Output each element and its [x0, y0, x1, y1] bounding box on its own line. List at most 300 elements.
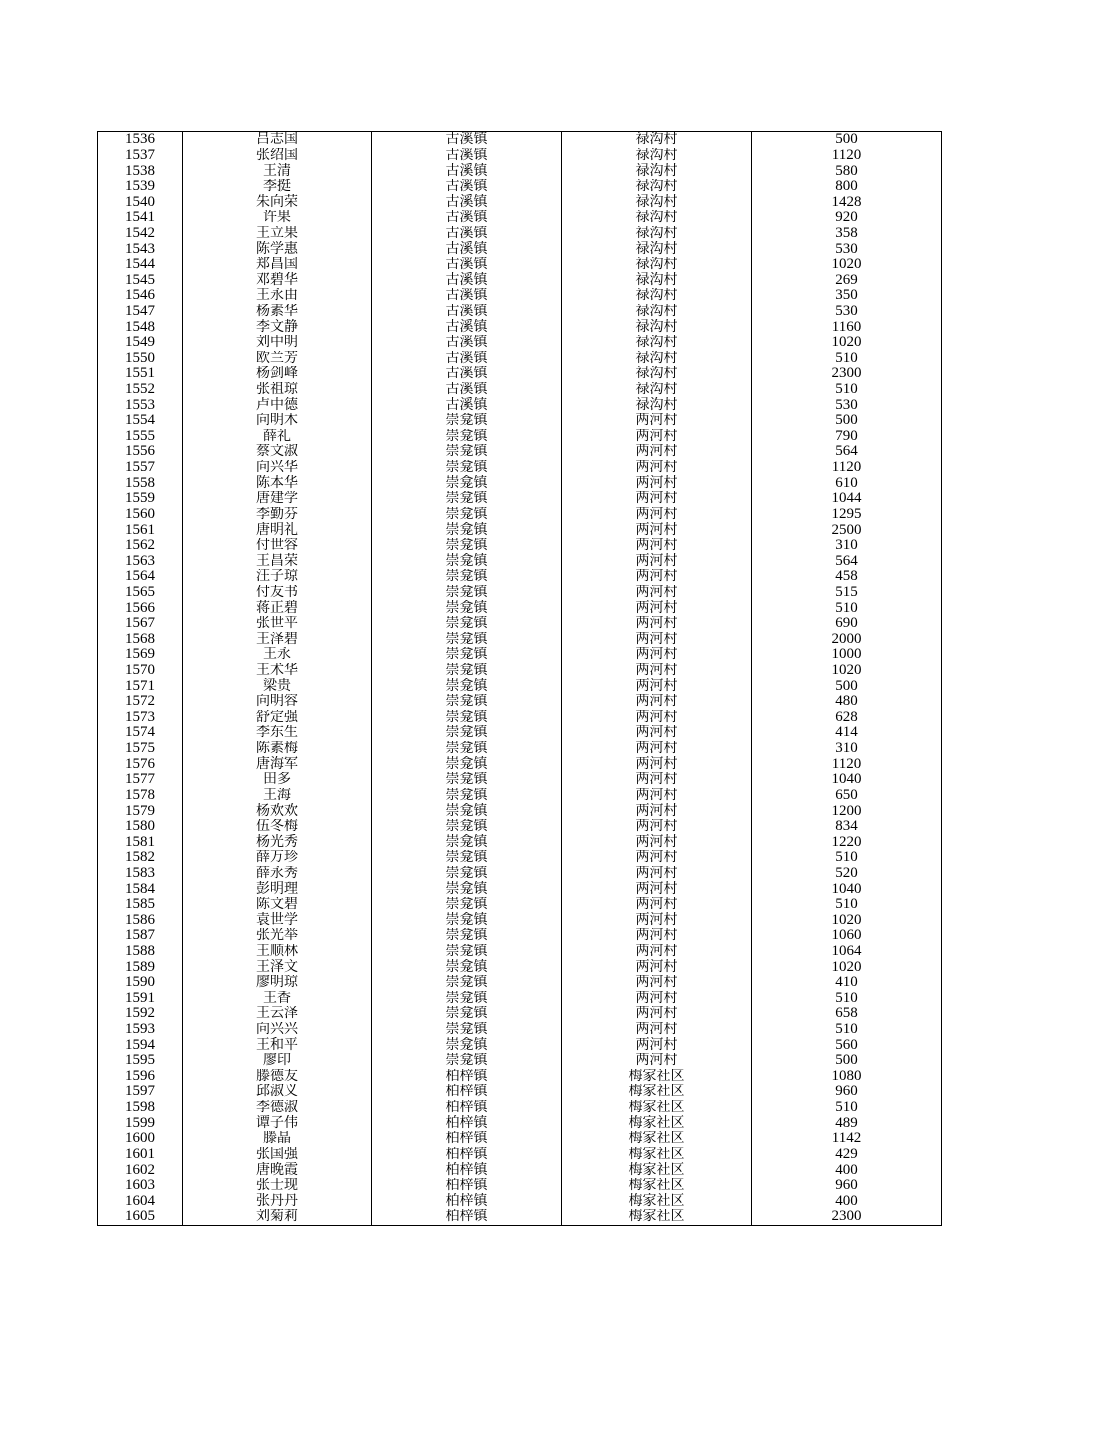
row-number-cell: 1565 — [98, 585, 183, 601]
amount-cell: 1142 — [752, 1131, 942, 1147]
table-row — [98, 491, 942, 507]
name-cell: 蔡文淑 — [183, 444, 372, 460]
amount-cell: 1040 — [752, 881, 942, 897]
table-row — [98, 507, 942, 523]
row-number-cell: 1545 — [98, 272, 183, 288]
row-number-cell: 1589 — [98, 959, 183, 975]
amount-cell: 1120 — [752, 460, 942, 476]
village-cell: 禄沟村 — [562, 132, 752, 148]
name-cell: 朱向荣 — [183, 194, 372, 210]
amount-cell: 510 — [752, 1100, 942, 1116]
amount-cell: 400 — [752, 1193, 942, 1209]
village-cell: 两河村 — [562, 694, 752, 710]
name-cell: 陈素梅 — [183, 741, 372, 757]
row-number-cell: 1584 — [98, 881, 183, 897]
village-cell: 两河村 — [562, 538, 752, 554]
name-cell: 刘中明 — [183, 335, 372, 351]
village-cell: 两河村 — [562, 569, 752, 585]
amount-cell: 515 — [752, 585, 942, 601]
town-cell: 古溪镇 — [372, 226, 562, 242]
row-number-cell: 1591 — [98, 991, 183, 1007]
name-cell: 邱淑义 — [183, 1084, 372, 1100]
table-row — [98, 1131, 942, 1147]
village-cell: 梅家社区 — [562, 1069, 752, 1085]
amount-cell: 1064 — [752, 944, 942, 960]
name-cell: 李勤芬 — [183, 507, 372, 523]
name-cell: 舒定强 — [183, 710, 372, 726]
table-row — [98, 1069, 942, 1085]
amount-cell: 429 — [752, 1147, 942, 1163]
town-cell: 崇龛镇 — [372, 553, 562, 569]
row-number-cell: 1598 — [98, 1100, 183, 1116]
village-cell: 两河村 — [562, 647, 752, 663]
town-cell: 崇龛镇 — [372, 1006, 562, 1022]
amount-cell: 1020 — [752, 257, 942, 273]
row-number-cell: 1546 — [98, 288, 183, 304]
name-cell: 薛永秀 — [183, 866, 372, 882]
amount-cell: 1060 — [752, 928, 942, 944]
amount-cell: 510 — [752, 600, 942, 616]
table-row — [98, 179, 942, 195]
town-cell: 崇龛镇 — [372, 741, 562, 757]
row-number-cell: 1567 — [98, 616, 183, 632]
table-row — [98, 991, 942, 1007]
amount-cell: 310 — [752, 538, 942, 554]
name-cell: 张国强 — [183, 1147, 372, 1163]
table-row — [98, 413, 942, 429]
village-cell: 禄沟村 — [562, 288, 752, 304]
town-cell: 崇龛镇 — [372, 772, 562, 788]
row-number-cell: 1574 — [98, 725, 183, 741]
table-row — [98, 803, 942, 819]
row-number-cell: 1552 — [98, 382, 183, 398]
amount-cell: 1020 — [752, 663, 942, 679]
amount-cell: 580 — [752, 163, 942, 179]
row-number-cell: 1563 — [98, 553, 183, 569]
name-cell: 许果 — [183, 210, 372, 226]
amount-cell: 480 — [752, 694, 942, 710]
name-cell: 付友书 — [183, 585, 372, 601]
row-number-cell: 1542 — [98, 226, 183, 242]
town-cell: 古溪镇 — [372, 257, 562, 273]
town-cell: 柏梓镇 — [372, 1193, 562, 1209]
town-cell: 古溪镇 — [372, 288, 562, 304]
table-row — [98, 304, 942, 320]
village-cell: 两河村 — [562, 616, 752, 632]
amount-cell: 414 — [752, 725, 942, 741]
amount-cell: 1295 — [752, 507, 942, 523]
town-cell: 崇龛镇 — [372, 444, 562, 460]
amount-cell: 530 — [752, 304, 942, 320]
table-row — [98, 382, 942, 398]
name-cell: 张世平 — [183, 616, 372, 632]
name-cell: 王泽碧 — [183, 632, 372, 648]
village-cell: 两河村 — [562, 897, 752, 913]
town-cell: 古溪镇 — [372, 132, 562, 148]
name-cell: 滕德友 — [183, 1069, 372, 1085]
town-cell: 古溪镇 — [372, 397, 562, 413]
table-row — [98, 756, 942, 772]
table-row — [98, 132, 942, 148]
village-cell: 两河村 — [562, 475, 752, 491]
village-cell: 两河村 — [562, 881, 752, 897]
name-cell: 王昌荣 — [183, 553, 372, 569]
amount-cell: 500 — [752, 678, 942, 694]
table-row — [98, 553, 942, 569]
table-row — [98, 1022, 942, 1038]
town-cell: 柏梓镇 — [372, 1147, 562, 1163]
village-cell: 禄沟村 — [562, 304, 752, 320]
name-cell: 李德淑 — [183, 1100, 372, 1116]
amount-cell: 1160 — [752, 319, 942, 335]
village-cell: 两河村 — [562, 444, 752, 460]
town-cell: 崇龛镇 — [372, 959, 562, 975]
town-cell: 古溪镇 — [372, 304, 562, 320]
amount-cell: 510 — [752, 991, 942, 1007]
amount-cell: 1120 — [752, 756, 942, 772]
name-cell: 田多 — [183, 772, 372, 788]
village-cell: 禄沟村 — [562, 351, 752, 367]
row-number-cell: 1556 — [98, 444, 183, 460]
town-cell: 古溪镇 — [372, 148, 562, 164]
town-cell: 柏梓镇 — [372, 1100, 562, 1116]
amount-cell: 834 — [752, 819, 942, 835]
name-cell: 蒋正碧 — [183, 600, 372, 616]
town-cell: 崇龛镇 — [372, 538, 562, 554]
row-number-cell: 1559 — [98, 491, 183, 507]
village-cell: 梅家社区 — [562, 1178, 752, 1194]
amount-cell: 690 — [752, 616, 942, 632]
village-cell: 两河村 — [562, 413, 752, 429]
village-cell: 禄沟村 — [562, 148, 752, 164]
amount-cell: 800 — [752, 179, 942, 195]
table-row — [98, 1178, 942, 1194]
amount-cell: 1020 — [752, 959, 942, 975]
name-cell: 李文静 — [183, 319, 372, 335]
table-row — [98, 1037, 942, 1053]
village-cell: 两河村 — [562, 429, 752, 445]
row-number-cell: 1605 — [98, 1209, 183, 1225]
town-cell: 崇龛镇 — [372, 600, 562, 616]
row-number-cell: 1588 — [98, 944, 183, 960]
name-cell: 谭子伟 — [183, 1115, 372, 1131]
row-number-cell: 1566 — [98, 600, 183, 616]
name-cell: 王永 — [183, 647, 372, 663]
village-cell: 两河村 — [562, 663, 752, 679]
table-row — [98, 944, 942, 960]
table-row — [98, 632, 942, 648]
village-cell: 禄沟村 — [562, 397, 752, 413]
town-cell: 古溪镇 — [372, 319, 562, 335]
table-row — [98, 866, 942, 882]
town-cell: 崇龛镇 — [372, 585, 562, 601]
row-number-cell: 1537 — [98, 148, 183, 164]
row-number-cell: 1544 — [98, 257, 183, 273]
amount-cell: 1080 — [752, 1069, 942, 1085]
name-cell: 王和平 — [183, 1037, 372, 1053]
name-cell: 唐明礼 — [183, 522, 372, 538]
row-number-cell: 1547 — [98, 304, 183, 320]
table-row — [98, 616, 942, 632]
row-number-cell: 1538 — [98, 163, 183, 179]
name-cell: 张士现 — [183, 1178, 372, 1194]
table-row — [98, 585, 942, 601]
row-number-cell: 1571 — [98, 678, 183, 694]
town-cell: 崇龛镇 — [372, 803, 562, 819]
row-number-cell: 1568 — [98, 632, 183, 648]
amount-cell: 510 — [752, 1022, 942, 1038]
row-number-cell: 1581 — [98, 834, 183, 850]
town-cell: 崇龛镇 — [372, 850, 562, 866]
row-number-cell: 1579 — [98, 803, 183, 819]
table-row — [98, 850, 942, 866]
table-row — [98, 397, 942, 413]
table-row — [98, 538, 942, 554]
village-cell: 两河村 — [562, 460, 752, 476]
row-number-cell: 1553 — [98, 397, 183, 413]
row-number-cell: 1602 — [98, 1162, 183, 1178]
name-cell: 唐海军 — [183, 756, 372, 772]
row-number-cell: 1577 — [98, 772, 183, 788]
name-cell: 王立果 — [183, 226, 372, 242]
name-cell: 吕志国 — [183, 132, 372, 148]
table-row — [98, 1053, 942, 1069]
row-number-cell: 1551 — [98, 366, 183, 382]
row-number-cell: 1558 — [98, 475, 183, 491]
name-cell: 杨剑峰 — [183, 366, 372, 382]
amount-cell: 610 — [752, 475, 942, 491]
amount-cell: 520 — [752, 866, 942, 882]
town-cell: 崇龛镇 — [372, 678, 562, 694]
amount-cell: 1000 — [752, 647, 942, 663]
row-number-cell: 1601 — [98, 1147, 183, 1163]
village-cell: 两河村 — [562, 741, 752, 757]
name-cell: 王清 — [183, 163, 372, 179]
name-cell: 陈文碧 — [183, 897, 372, 913]
village-cell: 禄沟村 — [562, 194, 752, 210]
village-cell: 两河村 — [562, 678, 752, 694]
table-row — [98, 1115, 942, 1131]
name-cell: 袁世学 — [183, 912, 372, 928]
table-row — [98, 569, 942, 585]
village-cell: 两河村 — [562, 585, 752, 601]
town-cell: 崇龛镇 — [372, 569, 562, 585]
town-cell: 崇龛镇 — [372, 429, 562, 445]
row-number-cell: 1543 — [98, 241, 183, 257]
table-row — [98, 226, 942, 242]
amount-cell: 1020 — [752, 912, 942, 928]
amount-cell: 510 — [752, 850, 942, 866]
village-cell: 两河村 — [562, 522, 752, 538]
table-row — [98, 257, 942, 273]
name-cell: 王永由 — [183, 288, 372, 304]
table-row — [98, 881, 942, 897]
name-cell: 付世容 — [183, 538, 372, 554]
village-cell: 禄沟村 — [562, 335, 752, 351]
town-cell: 崇龛镇 — [372, 647, 562, 663]
town-cell: 崇龛镇 — [372, 928, 562, 944]
table-row — [98, 1147, 942, 1163]
village-cell: 禄沟村 — [562, 210, 752, 226]
table-row — [98, 897, 942, 913]
town-cell: 柏梓镇 — [372, 1162, 562, 1178]
village-cell: 禄沟村 — [562, 226, 752, 242]
table-row — [98, 959, 942, 975]
name-cell: 廖印 — [183, 1053, 372, 1069]
row-number-cell: 1603 — [98, 1178, 183, 1194]
amount-cell: 564 — [752, 444, 942, 460]
town-cell: 崇龛镇 — [372, 881, 562, 897]
row-number-cell: 1597 — [98, 1084, 183, 1100]
town-cell: 古溪镇 — [372, 335, 562, 351]
name-cell: 郑昌国 — [183, 257, 372, 273]
row-number-cell: 1569 — [98, 647, 183, 663]
table-row — [98, 1162, 942, 1178]
amount-cell: 564 — [752, 553, 942, 569]
name-cell: 向明木 — [183, 413, 372, 429]
amount-cell: 960 — [752, 1084, 942, 1100]
table-row — [98, 788, 942, 804]
town-cell: 崇龛镇 — [372, 991, 562, 1007]
village-cell: 两河村 — [562, 632, 752, 648]
village-cell: 两河村 — [562, 819, 752, 835]
table-row — [98, 460, 942, 476]
town-cell: 崇龛镇 — [372, 460, 562, 476]
name-cell: 彭明理 — [183, 881, 372, 897]
town-cell: 古溪镇 — [372, 210, 562, 226]
row-number-cell: 1557 — [98, 460, 183, 476]
town-cell: 崇龛镇 — [372, 694, 562, 710]
table-row — [98, 600, 942, 616]
name-cell: 张光举 — [183, 928, 372, 944]
name-cell: 向兴华 — [183, 460, 372, 476]
village-cell: 禄沟村 — [562, 163, 752, 179]
village-cell: 禄沟村 — [562, 241, 752, 257]
amount-cell: 1120 — [752, 148, 942, 164]
name-cell: 王香 — [183, 991, 372, 1007]
town-cell: 柏梓镇 — [372, 1115, 562, 1131]
town-cell: 崇龛镇 — [372, 756, 562, 772]
amount-cell: 1200 — [752, 803, 942, 819]
amount-cell: 510 — [752, 382, 942, 398]
village-cell: 禄沟村 — [562, 382, 752, 398]
row-number-cell: 1560 — [98, 507, 183, 523]
name-cell: 刘菊莉 — [183, 1209, 372, 1225]
row-number-cell: 1596 — [98, 1069, 183, 1085]
amount-cell: 310 — [752, 741, 942, 757]
name-cell: 卢中德 — [183, 397, 372, 413]
village-cell: 禄沟村 — [562, 319, 752, 335]
town-cell: 古溪镇 — [372, 366, 562, 382]
town-cell: 古溪镇 — [372, 179, 562, 195]
name-cell: 李挺 — [183, 179, 372, 195]
name-cell: 李东生 — [183, 725, 372, 741]
name-cell: 王泽文 — [183, 959, 372, 975]
row-number-cell: 1593 — [98, 1022, 183, 1038]
data-table — [97, 131, 942, 1226]
table-row — [98, 366, 942, 382]
village-cell: 禄沟村 — [562, 179, 752, 195]
village-cell: 梅家社区 — [562, 1115, 752, 1131]
table-row — [98, 475, 942, 491]
amount-cell: 920 — [752, 210, 942, 226]
amount-cell: 560 — [752, 1037, 942, 1053]
amount-cell: 489 — [752, 1115, 942, 1131]
town-cell: 崇龛镇 — [372, 866, 562, 882]
name-cell: 邓碧华 — [183, 272, 372, 288]
amount-cell: 1040 — [752, 772, 942, 788]
table-row — [98, 444, 942, 460]
table-row — [98, 834, 942, 850]
town-cell: 柏梓镇 — [372, 1178, 562, 1194]
table-row — [98, 335, 942, 351]
table-row — [98, 319, 942, 335]
row-number-cell: 1573 — [98, 710, 183, 726]
row-number-cell: 1549 — [98, 335, 183, 351]
amount-cell: 2000 — [752, 632, 942, 648]
amount-cell: 500 — [752, 413, 942, 429]
town-cell: 崇龛镇 — [372, 632, 562, 648]
table-row — [98, 725, 942, 741]
village-cell: 两河村 — [562, 1053, 752, 1069]
town-cell: 崇龛镇 — [372, 725, 562, 741]
table-row — [98, 663, 942, 679]
town-cell: 柏梓镇 — [372, 1131, 562, 1147]
town-cell: 柏梓镇 — [372, 1209, 562, 1225]
name-cell: 唐晚霞 — [183, 1162, 372, 1178]
table-row — [98, 429, 942, 445]
village-cell: 禄沟村 — [562, 272, 752, 288]
name-cell: 王海 — [183, 788, 372, 804]
town-cell: 崇龛镇 — [372, 663, 562, 679]
name-cell: 唐建学 — [183, 491, 372, 507]
amount-cell: 458 — [752, 569, 942, 585]
row-number-cell: 1578 — [98, 788, 183, 804]
row-number-cell: 1570 — [98, 663, 183, 679]
town-cell: 古溪镇 — [372, 194, 562, 210]
town-cell: 崇龛镇 — [372, 475, 562, 491]
town-cell: 崇龛镇 — [372, 507, 562, 523]
row-number-cell: 1600 — [98, 1131, 183, 1147]
table-row — [98, 522, 942, 538]
town-cell: 崇龛镇 — [372, 819, 562, 835]
name-cell: 薛万珍 — [183, 850, 372, 866]
name-cell: 梁贵 — [183, 678, 372, 694]
name-cell: 张绍国 — [183, 148, 372, 164]
row-number-cell: 1583 — [98, 866, 183, 882]
town-cell: 古溪镇 — [372, 272, 562, 288]
row-number-cell: 1604 — [98, 1193, 183, 1209]
table-row — [98, 975, 942, 991]
village-cell: 两河村 — [562, 834, 752, 850]
amount-cell: 350 — [752, 288, 942, 304]
row-number-cell: 1599 — [98, 1115, 183, 1131]
name-cell: 向明容 — [183, 694, 372, 710]
amount-cell: 650 — [752, 788, 942, 804]
row-number-cell: 1580 — [98, 819, 183, 835]
table-row — [98, 928, 942, 944]
amount-cell: 1428 — [752, 194, 942, 210]
amount-cell: 500 — [752, 1053, 942, 1069]
town-cell: 崇龛镇 — [372, 1053, 562, 1069]
name-cell: 王术华 — [183, 663, 372, 679]
town-cell: 古溪镇 — [372, 163, 562, 179]
table-row — [98, 351, 942, 367]
town-cell: 崇龛镇 — [372, 912, 562, 928]
village-cell: 梅家社区 — [562, 1162, 752, 1178]
name-cell: 廖明琼 — [183, 975, 372, 991]
amount-cell: 530 — [752, 241, 942, 257]
